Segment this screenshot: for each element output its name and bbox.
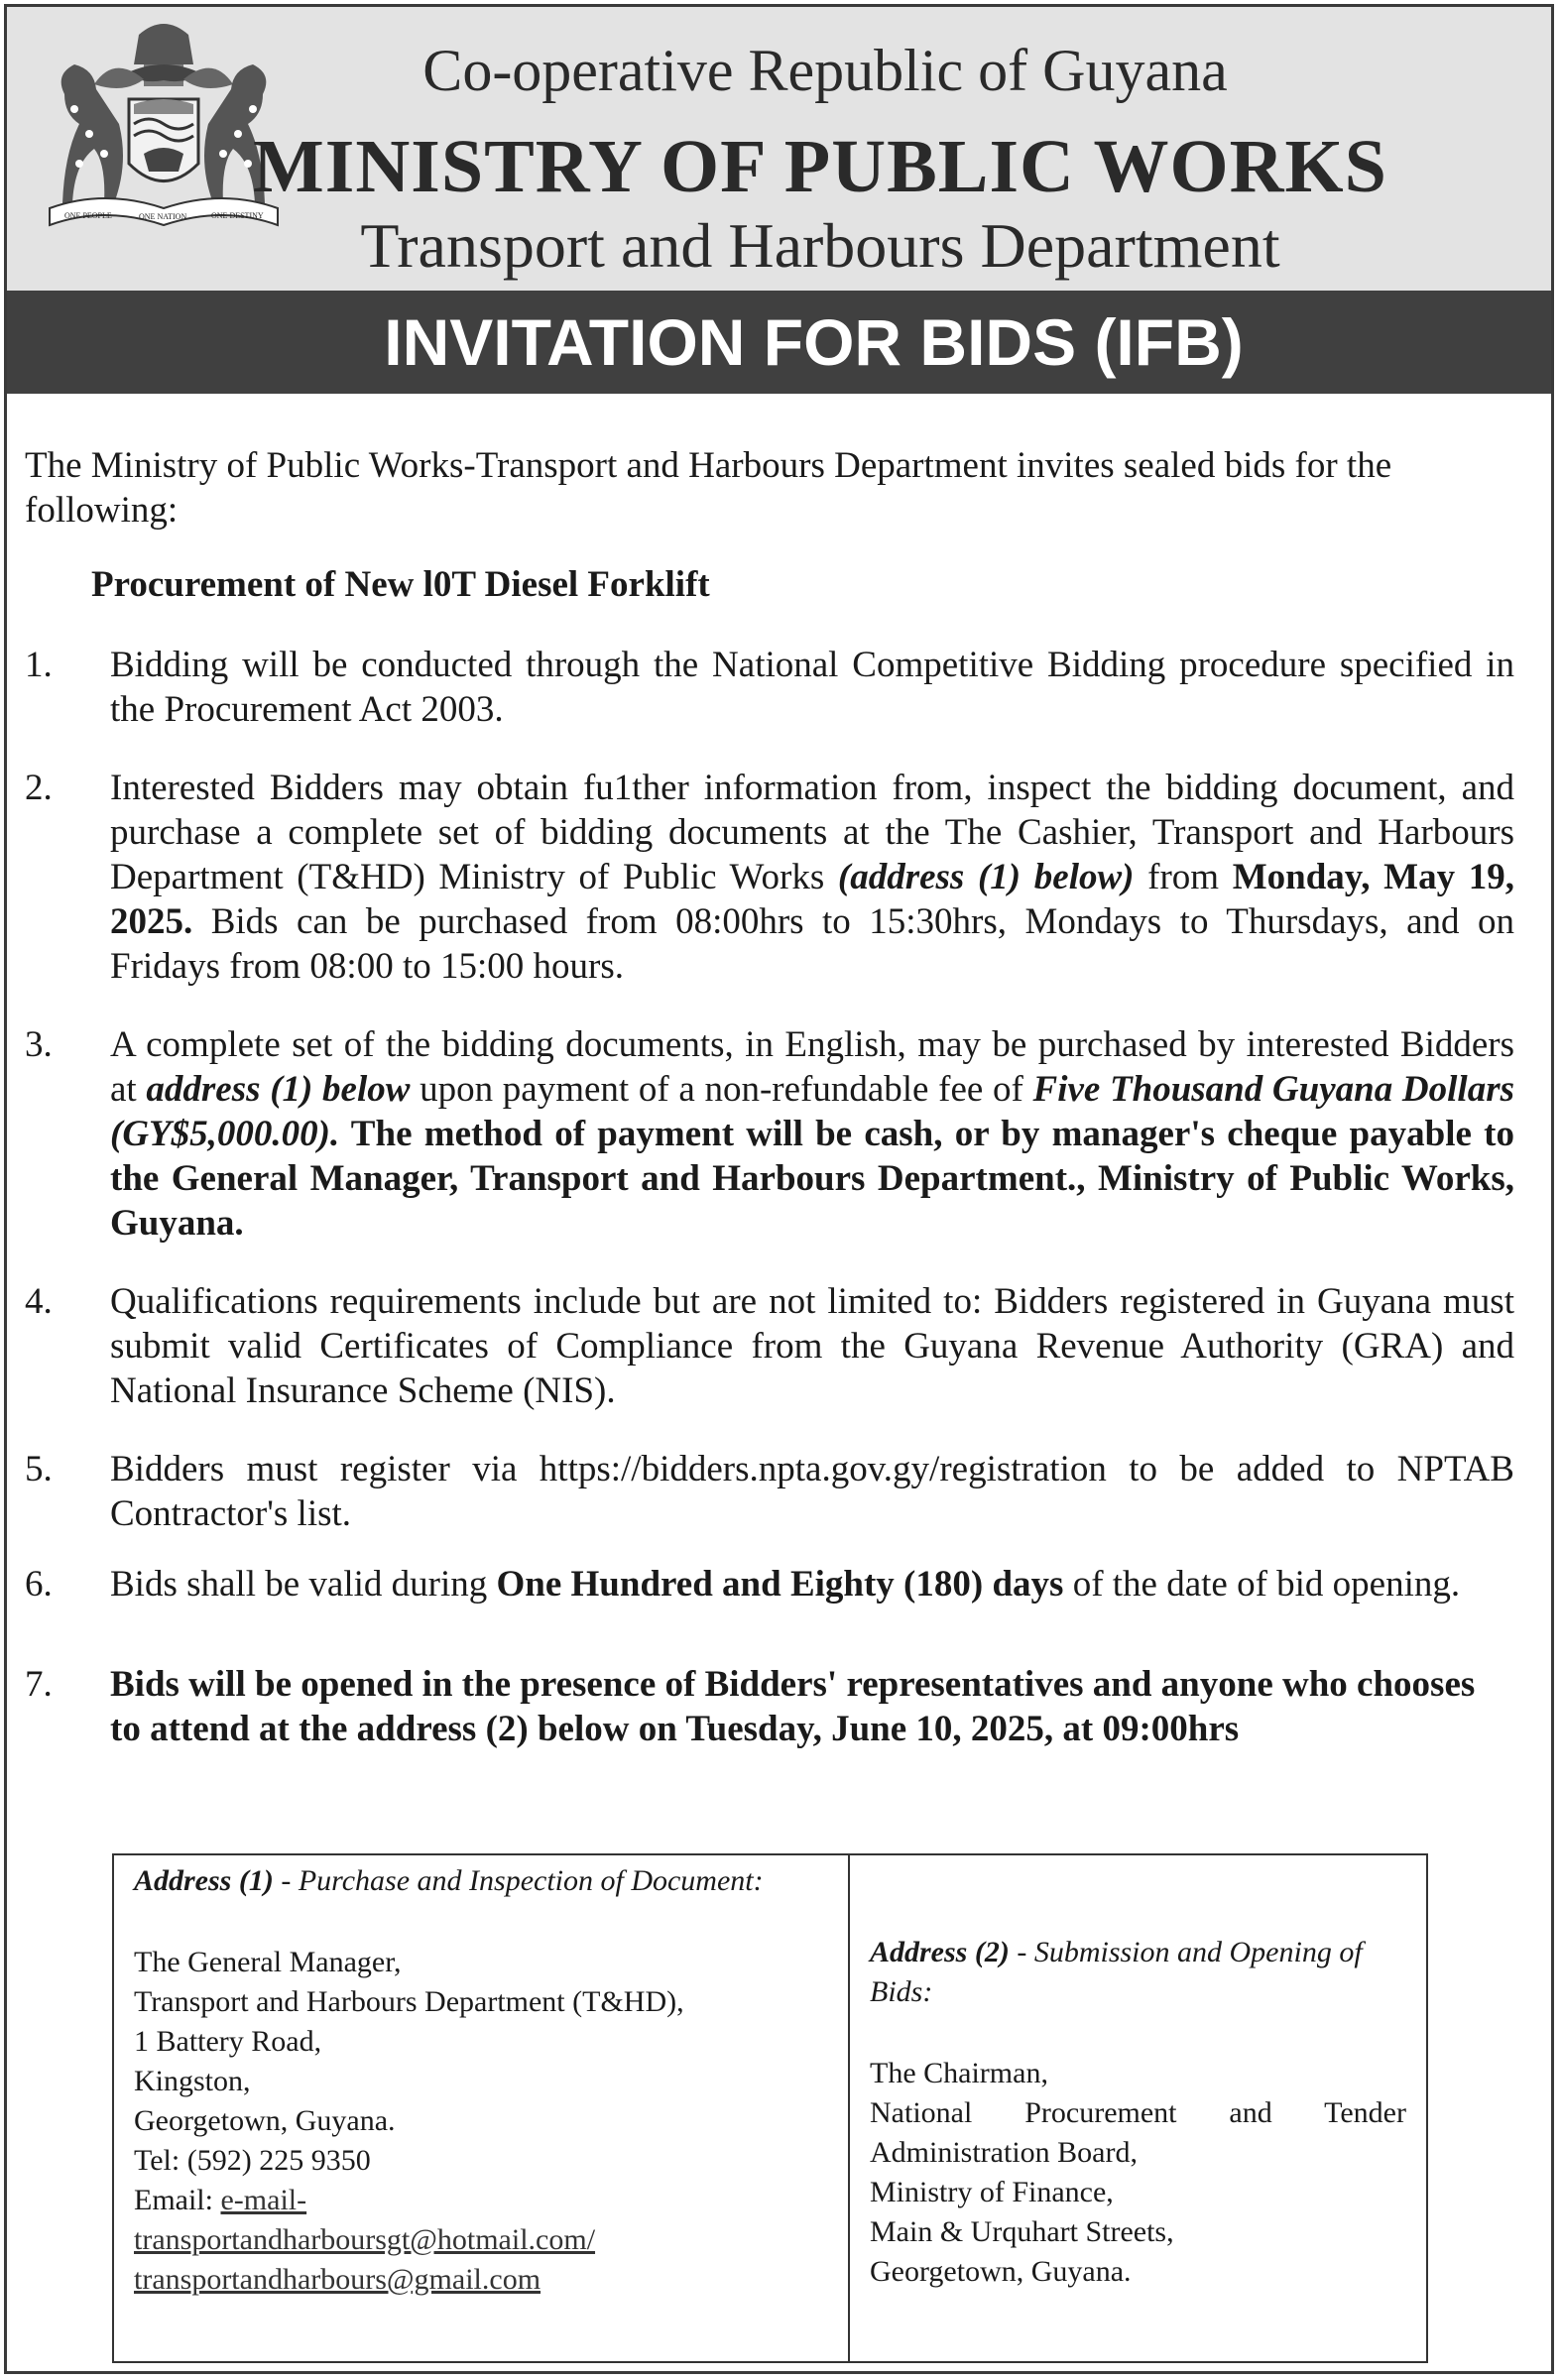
- address-label: Address (1): [134, 1864, 274, 1897]
- address-table: [112, 1853, 1428, 2363]
- email-line: [134, 2181, 828, 2220]
- item-number: 6.: [25, 1564, 53, 1605]
- item-text: Bids will be opened in the presence of Bidders' representatives and anyone who chooses to attend at the address (2) below on Tuesday, June 10, 2025, at 09:00hrs: [110, 1664, 1476, 1749]
- list-item: [25, 1562, 1514, 1606]
- address-line: The Chairman,: [870, 2057, 1048, 2089]
- procurement-title: Procurement of New l0T Diesel Forklift: [91, 564, 710, 605]
- email-link[interactable]: transportandharboursgt@hotmail.com/: [134, 2223, 596, 2256]
- department-name: Transport and Harbours Department: [360, 210, 1280, 281]
- address-2-heading: [870, 1933, 1406, 2012]
- address-line: Kingston,: [134, 2065, 251, 2097]
- address-2-lines: [870, 2054, 1406, 2292]
- item-text-part: A complete set of the bidding documents, in English, may be purchased by interested Bidders at: [110, 1024, 1514, 1110]
- country-name: Co-operative Republic of Guyana: [422, 38, 1228, 103]
- item-text-part: Interested Bidders may obtain fu1ther information from, inspect the bidding document, and purchase a complete set of bidding documents at the The Cashier, Transport and Harbours Department (T&HD) Ministry of Public Works: [110, 768, 1514, 897]
- email-link[interactable]: transportandharbours@gmail.com: [134, 2263, 541, 2296]
- crest-motto: ONE DESTINY: [211, 211, 264, 220]
- list-item: [25, 1662, 1514, 1751]
- address-line: Georgetown, Guyana.: [134, 2104, 396, 2137]
- ifb-banner: INVITATION FOR BIDS (IFB): [7, 291, 1551, 394]
- item-number: 4.: [25, 1281, 53, 1322]
- address-purpose: - Submission and Opening of Bids:: [870, 1936, 1363, 2008]
- address-line: Georgetown, Guyana.: [870, 2255, 1132, 2288]
- address-line: The General Manager,: [134, 1946, 402, 1978]
- item-text-part: from: [1134, 857, 1233, 897]
- address-reference: address (1) below: [146, 1069, 411, 1110]
- address-1-heading: [134, 1861, 828, 1901]
- bid-fee: Five Thousand Guyana Dollars (GY$5,000.00).: [110, 1069, 1514, 1154]
- address-line: National Procurement and Tender: [870, 2096, 1406, 2129]
- intro-paragraph: The Ministry of Public Works-Transport and Harbours Department invites sealed bids for the following:: [25, 445, 1392, 531]
- notice-body: [25, 443, 1514, 1751]
- list-item: [25, 643, 1514, 732]
- address-line: Main & Urquhart Streets,: [870, 2215, 1174, 2248]
- item-text: [110, 1022, 1514, 1246]
- header: [7, 7, 1551, 291]
- item-number: 1.: [25, 645, 53, 685]
- address-line: Ministry of Finance,: [870, 2176, 1114, 2208]
- address-line: Administration Board,: [870, 2136, 1138, 2169]
- address-1-lines: [134, 1943, 828, 2300]
- item-number: 5.: [25, 1449, 53, 1489]
- validity-period: One Hundred and Eighty (180) days: [496, 1564, 1064, 1605]
- list-item: [25, 1022, 1514, 1246]
- list-item: [25, 1447, 1514, 1536]
- item-text-part: Bids can be purchased from 08:00hrs to 15:30hrs, Mondays to Thursdays, and on Fridays from 08:00 to 15:00 hours.: [110, 901, 1514, 987]
- item-text-part: of the date of bid opening.: [1063, 1564, 1461, 1605]
- ministry-name: MINISTRY OF PUBLIC WORKS: [253, 125, 1387, 208]
- ifb-notice: [4, 4, 1554, 2374]
- item-text: [110, 1562, 1514, 1606]
- list-item: [25, 1279, 1514, 1413]
- email-link[interactable]: e-mail-: [220, 2184, 307, 2216]
- payment-method: The method of payment will be cash, or by manager's cheque payable to the General Manager, Transport and Harbours Department., Ministry of Public Works, Guyana.: [110, 1114, 1514, 1244]
- address-purpose: - Purchase and Inspection of Document:: [273, 1864, 764, 1897]
- item-number: 3.: [25, 1024, 53, 1065]
- address-line: 1 Battery Road,: [134, 2025, 322, 2058]
- address-line: Transport and Harbours Department (T&HD),: [134, 1985, 684, 2018]
- sale-start-date: Monday, May 19, 2025.: [110, 857, 1514, 942]
- phone-line: Tel: (592) 225 9350: [134, 2144, 371, 2177]
- email-label: Email:: [134, 2184, 221, 2216]
- address-reference: (address (1) below): [837, 857, 1135, 897]
- crest-motto: ONE PEOPLE: [64, 211, 112, 220]
- item-text-part: Bids shall be valid during: [110, 1564, 497, 1605]
- item-text: Bidding will be conducted through the National Competitive Bidding procedure specified in the Procurement Act 2003.: [110, 645, 1514, 730]
- address-label: Address (2): [870, 1936, 1010, 1968]
- crest-motto: ONE NATION: [139, 212, 187, 221]
- item-text: Bidders must register via https://bidders.npta.gov.gy/registration to be added to NPTAB Contractor's list.: [110, 1449, 1514, 1534]
- address-2-cell: [850, 1855, 1426, 2361]
- list-item: [25, 766, 1514, 989]
- item-number: 7.: [25, 1664, 53, 1705]
- item-text: Qualifications requirements include but are not limited to: Bidders registered in Guyana must submit valid Certificates of Compliance from the Guyana Revenue Authority (GRA) and National Insurance Scheme (NIS).: [110, 1281, 1514, 1411]
- item-text-part: upon payment of a non-refundable fee of: [410, 1069, 1033, 1110]
- address-1-cell: [114, 1855, 850, 2361]
- item-text: [110, 766, 1514, 989]
- item-number: 2.: [25, 768, 53, 808]
